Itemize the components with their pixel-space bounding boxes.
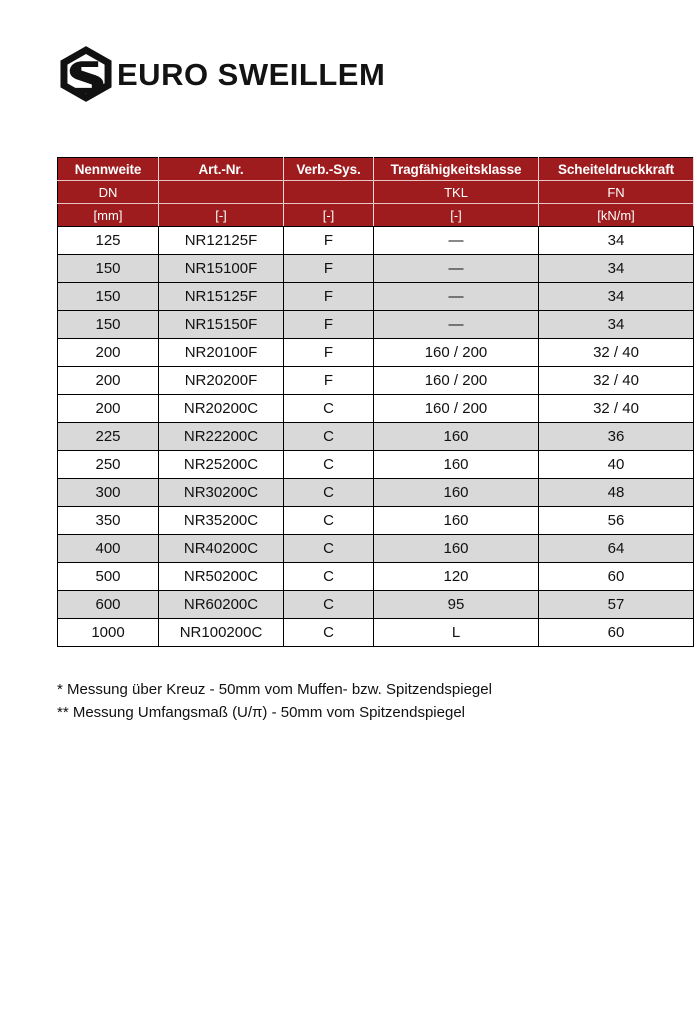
table-cell: C xyxy=(284,395,374,423)
table-cell: L xyxy=(374,619,539,647)
table-cell: 400 xyxy=(58,535,159,563)
table-cell: 350 xyxy=(58,507,159,535)
table-cell: 225 xyxy=(58,423,159,451)
hexagon-s-logo-icon xyxy=(57,45,115,103)
table-cell: NR15100F xyxy=(159,255,284,283)
table-row xyxy=(58,479,694,507)
table-cell: F xyxy=(284,339,374,367)
table-cell: — xyxy=(374,283,539,311)
header-row-symbol xyxy=(58,181,694,204)
table-row xyxy=(58,395,694,423)
table-cell: NR35200C xyxy=(159,507,284,535)
footnote-single-asterisk: * Messung über Kreuz - 50mm vom Muffen- bzw. Spitzendspiegel xyxy=(57,681,492,698)
table-row xyxy=(58,339,694,367)
table-cell: 200 xyxy=(58,339,159,367)
table-cell: 34 xyxy=(539,311,694,339)
table-cell: C xyxy=(284,423,374,451)
table-row xyxy=(58,535,694,563)
table-cell: NR30200C xyxy=(159,479,284,507)
table-cell: 60 xyxy=(539,563,694,591)
table-cell: 34 xyxy=(539,227,694,255)
table-cell: F xyxy=(284,367,374,395)
column-symbol-dn: DN xyxy=(58,181,159,204)
table-cell: F xyxy=(284,311,374,339)
brand-header xyxy=(57,44,385,104)
table-cell: 64 xyxy=(539,535,694,563)
table-cell: 150 xyxy=(58,255,159,283)
table-cell: 40 xyxy=(539,451,694,479)
table-body xyxy=(58,227,694,647)
table-cell: NR100200C xyxy=(159,619,284,647)
table-row xyxy=(58,451,694,479)
column-unit-dn: [mm] xyxy=(58,204,159,227)
column-header-artikelnummer: Art.-Nr. xyxy=(159,158,284,181)
table-cell: 160 / 200 xyxy=(374,367,539,395)
table-cell: — xyxy=(374,311,539,339)
table-cell: 36 xyxy=(539,423,694,451)
table-row xyxy=(58,619,694,647)
table-cell: C xyxy=(284,563,374,591)
column-symbol-art xyxy=(159,181,284,204)
column-header-scheiteldruckkraft: Scheiteldruckkraft xyxy=(539,158,694,181)
table-cell: 32 / 40 xyxy=(539,395,694,423)
column-unit-fn: [kN/m] xyxy=(539,204,694,227)
table-cell: 1000 xyxy=(58,619,159,647)
table-row xyxy=(58,367,694,395)
table-cell: NR50200C xyxy=(159,563,284,591)
table-cell: 120 xyxy=(374,563,539,591)
table-cell: F xyxy=(284,283,374,311)
table-cell: 600 xyxy=(58,591,159,619)
table-row xyxy=(58,563,694,591)
table-cell: C xyxy=(284,535,374,563)
brand-name: EURO SWEILLEM xyxy=(117,56,386,92)
table-cell: C xyxy=(284,591,374,619)
table-cell: 160 / 200 xyxy=(374,339,539,367)
table-cell: 160 / 200 xyxy=(374,395,539,423)
table-cell: NR40200C xyxy=(159,535,284,563)
table-cell: 57 xyxy=(539,591,694,619)
footnote-double-asterisk: ** Messung Umfangsmaß (U/π) - 50mm vom Spitzendspiegel xyxy=(57,704,465,721)
table-row xyxy=(58,507,694,535)
table-cell: F xyxy=(284,227,374,255)
table-cell: 300 xyxy=(58,479,159,507)
table-cell: 500 xyxy=(58,563,159,591)
table-cell: 125 xyxy=(58,227,159,255)
table-cell: NR15150F xyxy=(159,311,284,339)
table-cell: 150 xyxy=(58,311,159,339)
table-cell: NR20100F xyxy=(159,339,284,367)
header-row-title xyxy=(58,158,694,181)
table-cell: NR20200F xyxy=(159,367,284,395)
table-cell: C xyxy=(284,479,374,507)
table-cell: NR25200C xyxy=(159,451,284,479)
table-cell: F xyxy=(284,255,374,283)
table-cell: 150 xyxy=(58,283,159,311)
table-row xyxy=(58,591,694,619)
table-cell: NR12125F xyxy=(159,227,284,255)
table-cell: — xyxy=(374,227,539,255)
column-header-verbindungssystem: Verb.-Sys. xyxy=(284,158,374,181)
table-cell: 95 xyxy=(374,591,539,619)
table-cell: C xyxy=(284,451,374,479)
table-header xyxy=(58,158,694,227)
specification-table-container xyxy=(57,157,693,647)
header-row-unit xyxy=(58,204,694,227)
table-cell: 34 xyxy=(539,283,694,311)
table-cell: 160 xyxy=(374,451,539,479)
table-cell: 200 xyxy=(58,367,159,395)
column-unit-verb: [-] xyxy=(284,204,374,227)
table-cell: C xyxy=(284,507,374,535)
table-cell: NR15125F xyxy=(159,283,284,311)
table-row xyxy=(58,423,694,451)
table-cell: NR22200C xyxy=(159,423,284,451)
column-symbol-fn: FN xyxy=(539,181,694,204)
table-cell: C xyxy=(284,619,374,647)
column-symbol-verb xyxy=(284,181,374,204)
table-cell: 200 xyxy=(58,395,159,423)
table-cell: 32 / 40 xyxy=(539,339,694,367)
table-cell: 160 xyxy=(374,535,539,563)
column-header-tragfaehigkeitsklasse: Tragfähigkeitsklasse xyxy=(374,158,539,181)
table-row xyxy=(58,227,694,255)
table-row xyxy=(58,311,694,339)
table-cell: NR20200C xyxy=(159,395,284,423)
column-unit-art: [-] xyxy=(159,204,284,227)
specification-table xyxy=(57,157,694,647)
table-cell: 160 xyxy=(374,423,539,451)
table-cell: 32 / 40 xyxy=(539,367,694,395)
column-symbol-tkl: TKL xyxy=(374,181,539,204)
table-cell: 160 xyxy=(374,479,539,507)
table-cell: — xyxy=(374,255,539,283)
table-cell: NR60200C xyxy=(159,591,284,619)
column-header-nennweite: Nennweite xyxy=(58,158,159,181)
table-cell: 56 xyxy=(539,507,694,535)
table-cell: 250 xyxy=(58,451,159,479)
footnotes xyxy=(57,678,677,724)
table-row xyxy=(58,255,694,283)
table-cell: 34 xyxy=(539,255,694,283)
table-cell: 160 xyxy=(374,507,539,535)
table-cell: 48 xyxy=(539,479,694,507)
table-cell: 60 xyxy=(539,619,694,647)
column-unit-tkl: [-] xyxy=(374,204,539,227)
table-row xyxy=(58,283,694,311)
